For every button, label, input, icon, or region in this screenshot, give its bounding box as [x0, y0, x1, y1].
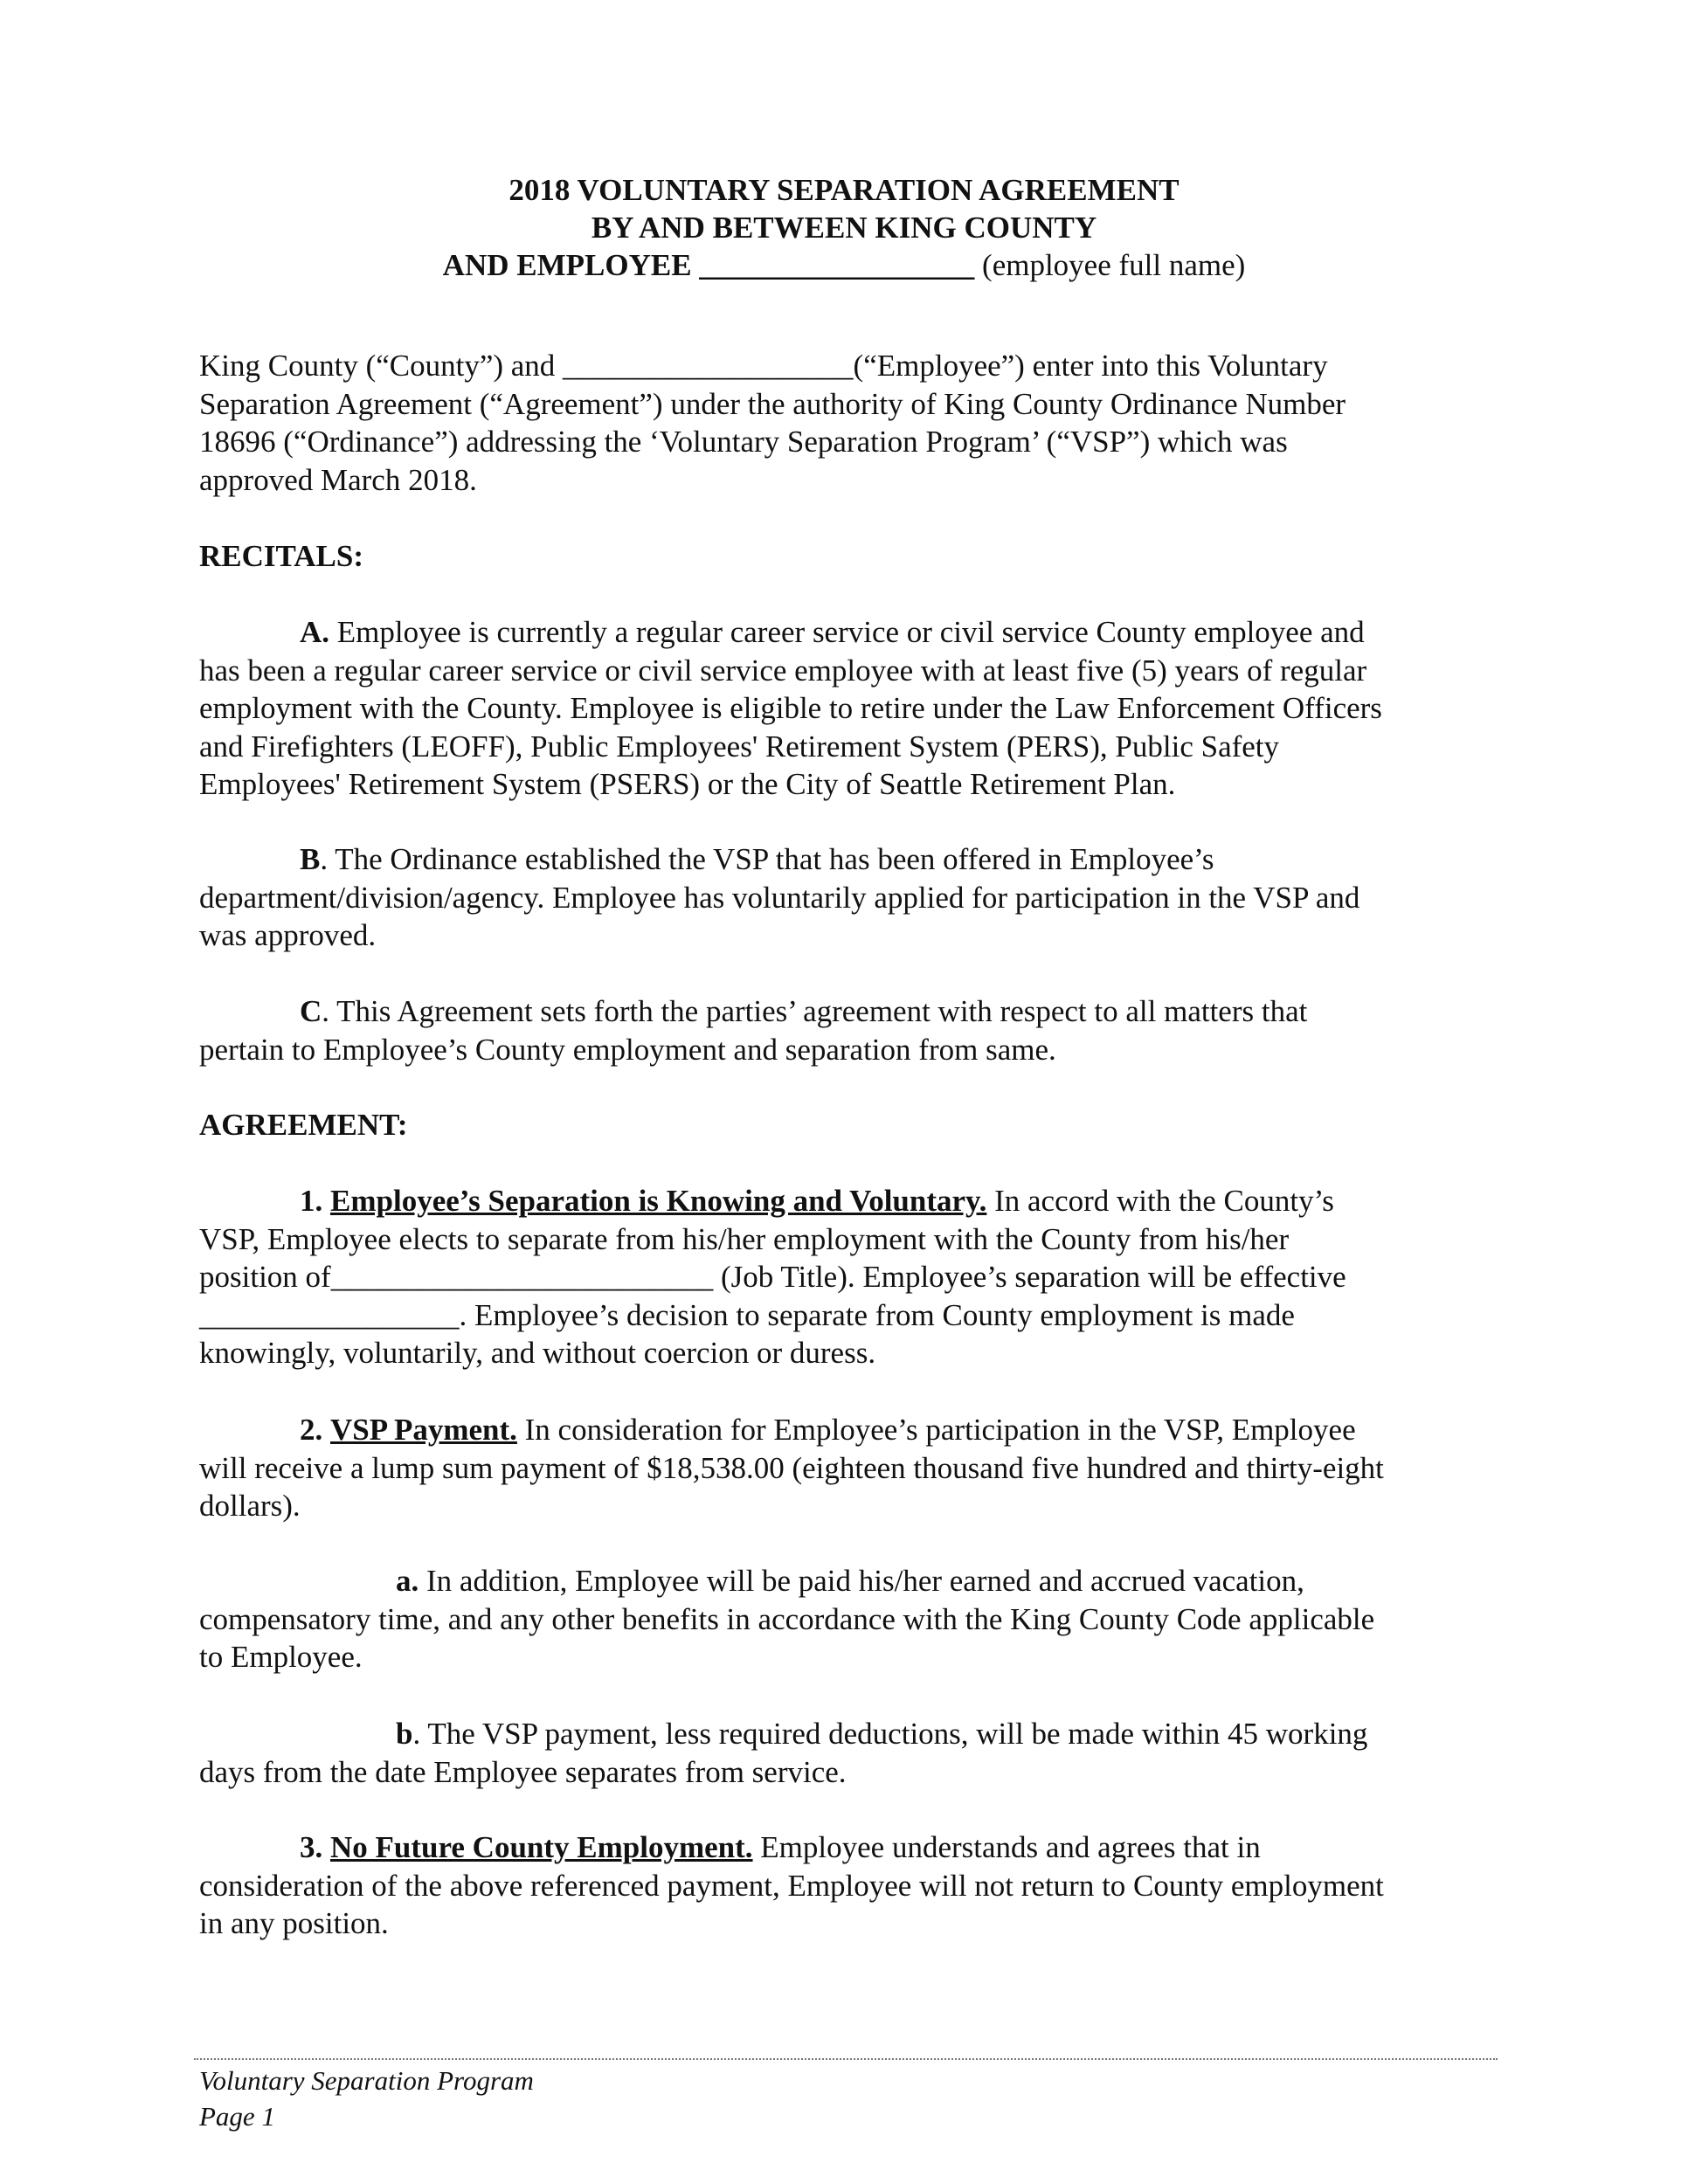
footer-divider	[194, 2058, 1498, 2060]
section-2b	[199, 1715, 1501, 1791]
section-3-line: in any position.	[199, 1906, 389, 1940]
section-1-line: knowingly, voluntarily, and without coercion or duress.	[199, 1336, 876, 1370]
footer-page-number: Page 1	[199, 2101, 275, 2132]
section-2-first-line	[199, 1411, 1501, 1449]
section-2-title: VSP Payment.	[330, 1413, 517, 1447]
section-1	[199, 1182, 1501, 1372]
recital-b-line: was approved.	[199, 918, 377, 952]
section-2b-line: days from the date Employee separates from service.	[199, 1754, 847, 1789]
recital-b-line: department/division/agency. Employee has voluntarily applied for participation in the VSP and	[199, 880, 1360, 915]
recital-a-line: employment with the County. Employee is eligible to retire under the Law Enforcement Officers	[199, 691, 1382, 725]
section-1-first-line	[199, 1182, 1501, 1220]
intro-line: King County (“County”) and ___________________(“Employee”) enter into this Voluntary	[199, 349, 1328, 383]
section-3-number: 3.	[300, 1830, 323, 1864]
recital-b	[199, 840, 1501, 955]
agreement-title-line-1: 2018 VOLUNTARY SEPARATION AGREEMENT	[508, 173, 1180, 207]
section-2a-line: In addition, Employee will be paid his/her earned and accrued vacation,	[426, 1564, 1304, 1598]
section-2-line: In consideration for Employee’s participation in the VSP, Employee	[524, 1413, 1356, 1447]
recital-b-line: . The Ordinance established the VSP that has been offered in Employee’s	[320, 842, 1214, 876]
section-1-line: VSP, Employee elects to separate from his/her employment with the County from his/her	[199, 1221, 1290, 1256]
recital-c-first-line	[199, 992, 1501, 1031]
agreement-title-line-3	[0, 246, 1688, 285]
section-2a-label: a.	[396, 1564, 419, 1598]
section-3-line: Employee understands and agrees that in	[760, 1830, 1261, 1864]
section-2b-line: . The VSP payment, less required deductions, will be made within 45 working	[412, 1717, 1368, 1751]
title-and-employee: AND EMPLOYEE	[442, 248, 692, 282]
section-1-line: _________________. Employee’s decision to separate from County employment is made	[199, 1297, 1295, 1332]
recital-a-first-line	[199, 613, 1501, 652]
section-3-first-line	[199, 1828, 1501, 1867]
intro-line: Separation Agreement (“Agreement”) under the authority of King County Ordinance Number	[199, 386, 1346, 421]
section-1-title: Employee’s Separation is Knowing and Voluntary.	[330, 1184, 987, 1218]
recital-a-line: Employee is currently a regular career service or civil service County employee and	[336, 615, 1365, 649]
section-1-line: In accord with the County’s	[994, 1184, 1334, 1218]
section-2-line: dollars).	[199, 1489, 301, 1523]
section-2a	[199, 1562, 1501, 1676]
recital-b-first-line	[199, 840, 1501, 879]
recital-c-line: pertain to Employee’s County employment and separation from same.	[199, 1032, 1056, 1067]
section-2-number: 2.	[300, 1413, 323, 1447]
section-1-number: 1.	[300, 1184, 323, 1218]
recital-a-label: A.	[300, 615, 330, 649]
section-2b-first-line	[199, 1715, 1501, 1753]
recital-a-line: and Firefighters (LEOFF), Public Employees' Retirement System (PERS), Public Safety	[199, 729, 1280, 764]
recital-c-label: C	[300, 994, 322, 1028]
section-2-line: will receive a lump sum payment of $18,538.00 (eighteen thousand five hundred and thirty-eight	[199, 1450, 1384, 1485]
section-2a-line: to Employee.	[199, 1640, 363, 1674]
section-2a-first-line	[199, 1562, 1501, 1600]
recitals-heading: RECITALS:	[199, 539, 364, 573]
section-2a-line: compensatory time, and any other benefits in accordance with the King County Code applicable	[199, 1601, 1375, 1636]
intro-line: approved March 2018.	[199, 462, 477, 497]
section-2	[199, 1411, 1501, 1525]
recital-a-line: Employees' Retirement System (PSERS) or the City of Seattle Retirement Plan.	[199, 767, 1176, 801]
recital-a	[199, 613, 1501, 804]
section-2b-label: b	[396, 1717, 413, 1751]
agreement-title-line-2: BY AND BETWEEN KING COUNTY	[591, 211, 1097, 245]
agreement-heading: AGREEMENT:	[199, 1108, 408, 1142]
footer-program-name: Voluntary Separation Program	[199, 2065, 534, 2096]
intro-paragraph	[199, 347, 1501, 499]
recital-c-line: . This Agreement sets forth the parties’ agreement with respect to all matters that	[322, 994, 1308, 1028]
intro-line: 18696 (“Ordinance”) addressing the ‘Voluntary Separation Program’ (“VSP”) which was	[199, 425, 1288, 459]
employee-name-blank: __________________	[699, 248, 975, 282]
section-3	[199, 1828, 1501, 1943]
recital-b-label: B	[300, 842, 321, 876]
section-3-title: No Future County Employment.	[330, 1830, 753, 1864]
employee-name-note: (employee full name)	[982, 248, 1246, 282]
recital-a-line: has been a regular career service or civil service employee with at least five (5) years of regular	[199, 653, 1367, 688]
section-1-line: position of_________________________ (Job Title). Employee’s separation will be effective	[199, 1260, 1346, 1294]
recital-c	[199, 992, 1501, 1068]
section-3-line: consideration of the above referenced payment, Employee will not return to County employment	[199, 1868, 1384, 1903]
